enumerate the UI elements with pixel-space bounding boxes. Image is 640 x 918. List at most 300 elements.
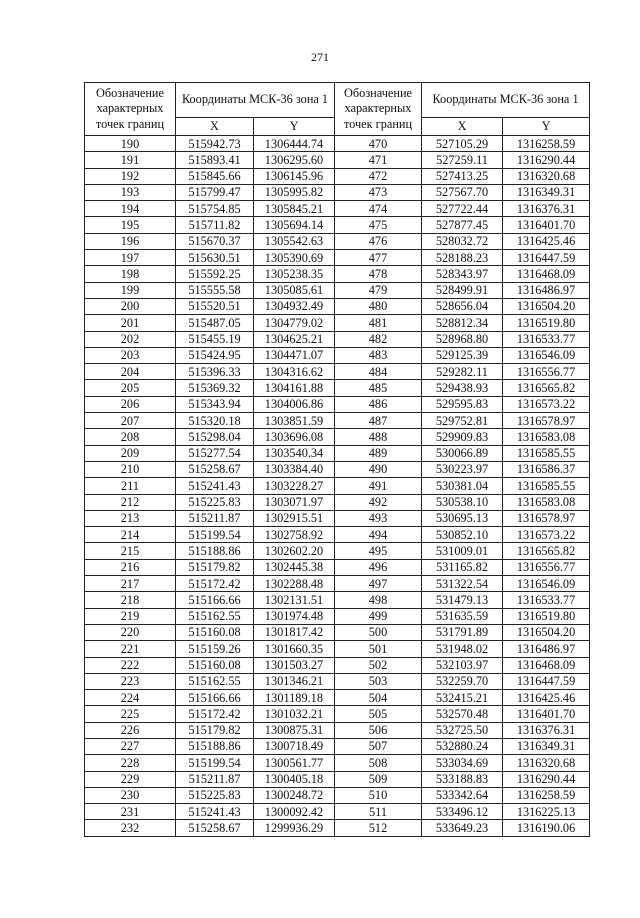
cell-x-left: 515298.04 [176, 429, 254, 445]
cell-y-right: 1316533.77 [503, 331, 590, 347]
cell-x-right: 527567.70 [422, 184, 503, 200]
cell-y-left: 1299936.29 [254, 820, 335, 836]
cell-y-left: 1300561.77 [254, 755, 335, 771]
cell-y-right: 1316565.82 [503, 543, 590, 559]
cell-x-left: 515241.43 [176, 478, 254, 494]
cell-y-right: 1316468.09 [503, 657, 590, 673]
cell-y-left: 1302445.38 [254, 559, 335, 575]
cell-y-right: 1316578.97 [503, 510, 590, 526]
cell-y-right: 1316585.55 [503, 478, 590, 494]
header-designation-right: Обозначение характерных точек границ [335, 83, 422, 136]
cell-point-right: 494 [335, 527, 422, 543]
table-row [85, 331, 590, 347]
cell-y-left: 1301032.21 [254, 706, 335, 722]
cell-point-left: 222 [85, 657, 176, 673]
cell-x-left: 515162.55 [176, 673, 254, 689]
cell-point-left: 207 [85, 413, 176, 429]
cell-y-left: 1304625.21 [254, 331, 335, 347]
cell-x-left: 515369.32 [176, 380, 254, 396]
cell-x-left: 515630.51 [176, 250, 254, 266]
cell-point-right: 490 [335, 461, 422, 477]
cell-point-right: 488 [335, 429, 422, 445]
cell-y-left: 1301660.35 [254, 641, 335, 657]
cell-x-left: 515162.55 [176, 608, 254, 624]
cell-y-left: 1302131.51 [254, 592, 335, 608]
cell-y-left: 1303540.34 [254, 445, 335, 461]
cell-y-right: 1316190.06 [503, 820, 590, 836]
coordinates-table [84, 82, 590, 837]
cell-y-left: 1301346.21 [254, 673, 335, 689]
table-row [85, 543, 590, 559]
table-row [85, 755, 590, 771]
cell-y-left: 1305694.14 [254, 217, 335, 233]
table-row [85, 250, 590, 266]
cell-x-right: 527877.45 [422, 217, 503, 233]
cell-y-right: 1316425.46 [503, 690, 590, 706]
cell-x-left: 515166.66 [176, 690, 254, 706]
cell-y-left: 1303696.08 [254, 429, 335, 445]
cell-y-left: 1306295.60 [254, 152, 335, 168]
cell-point-right: 495 [335, 543, 422, 559]
table-row [85, 315, 590, 331]
table-row [85, 673, 590, 689]
cell-point-left: 225 [85, 706, 176, 722]
cell-point-left: 212 [85, 494, 176, 510]
cell-point-right: 491 [335, 478, 422, 494]
cell-point-right: 501 [335, 641, 422, 657]
cell-point-left: 193 [85, 184, 176, 200]
cell-x-right: 527259.11 [422, 152, 503, 168]
cell-y-left: 1300248.72 [254, 787, 335, 803]
cell-x-left: 515555.58 [176, 282, 254, 298]
table-row [85, 804, 590, 820]
table-row [85, 576, 590, 592]
cell-y-left: 1302915.51 [254, 510, 335, 526]
cell-point-left: 231 [85, 804, 176, 820]
cell-y-left: 1301974.48 [254, 608, 335, 624]
table-row [85, 787, 590, 803]
cell-x-right: 530381.04 [422, 478, 503, 494]
cell-x-right: 533034.69 [422, 755, 503, 771]
table-row [85, 380, 590, 396]
cell-x-right: 528499.91 [422, 282, 503, 298]
cell-x-right: 532415.21 [422, 690, 503, 706]
cell-point-right: 476 [335, 233, 422, 249]
cell-point-right: 485 [335, 380, 422, 396]
cell-point-right: 487 [335, 413, 422, 429]
table-row [85, 184, 590, 200]
cell-point-left: 217 [85, 576, 176, 592]
cell-x-left: 515343.94 [176, 396, 254, 412]
cell-x-left: 515179.82 [176, 722, 254, 738]
cell-point-left: 214 [85, 527, 176, 543]
cell-y-left: 1300092.42 [254, 804, 335, 820]
cell-point-right: 486 [335, 396, 422, 412]
cell-point-left: 199 [85, 282, 176, 298]
table-row [85, 706, 590, 722]
table-row [85, 738, 590, 754]
cell-point-right: 471 [335, 152, 422, 168]
cell-x-left: 515845.66 [176, 168, 254, 184]
cell-point-right: 510 [335, 787, 422, 803]
table-row [85, 201, 590, 217]
table-row [85, 494, 590, 510]
cell-point-right: 500 [335, 624, 422, 640]
cell-point-right: 475 [335, 217, 422, 233]
table-row [85, 608, 590, 624]
cell-point-left: 191 [85, 152, 176, 168]
cell-y-left: 1304932.49 [254, 298, 335, 314]
cell-x-right: 532880.24 [422, 738, 503, 754]
cell-point-right: 481 [335, 315, 422, 331]
cell-point-right: 506 [335, 722, 422, 738]
cell-x-right: 528812.34 [422, 315, 503, 331]
cell-y-right: 1316376.31 [503, 722, 590, 738]
cell-y-right: 1316504.20 [503, 298, 590, 314]
cell-point-right: 493 [335, 510, 422, 526]
cell-x-left: 515199.54 [176, 527, 254, 543]
cell-y-right: 1316401.70 [503, 706, 590, 722]
cell-y-right: 1316565.82 [503, 380, 590, 396]
cell-point-right: 474 [335, 201, 422, 217]
header-designation-left: Обозначение характерных точек границ [85, 83, 176, 136]
cell-y-right: 1316258.59 [503, 136, 590, 152]
cell-y-right: 1316468.09 [503, 266, 590, 282]
cell-x-right: 528656.04 [422, 298, 503, 314]
cell-point-left: 205 [85, 380, 176, 396]
cell-x-right: 531791.89 [422, 624, 503, 640]
cell-point-right: 478 [335, 266, 422, 282]
cell-x-left: 515455.19 [176, 331, 254, 347]
cell-x-left: 515520.51 [176, 298, 254, 314]
cell-x-right: 529909.83 [422, 429, 503, 445]
cell-point-right: 497 [335, 576, 422, 592]
cell-x-right: 530538.10 [422, 494, 503, 510]
cell-point-right: 511 [335, 804, 422, 820]
cell-y-right: 1316349.31 [503, 738, 590, 754]
cell-x-right: 528343.97 [422, 266, 503, 282]
cell-x-right: 532103.97 [422, 657, 503, 673]
header-x-left: X [176, 118, 254, 136]
cell-point-left: 209 [85, 445, 176, 461]
cell-point-left: 223 [85, 673, 176, 689]
cell-y-left: 1305542.63 [254, 233, 335, 249]
cell-point-right: 505 [335, 706, 422, 722]
cell-y-left: 1305085.61 [254, 282, 335, 298]
cell-point-right: 508 [335, 755, 422, 771]
cell-y-right: 1316504.20 [503, 624, 590, 640]
cell-point-left: 194 [85, 201, 176, 217]
table-row [85, 282, 590, 298]
cell-point-right: 504 [335, 690, 422, 706]
cell-y-left: 1302288.48 [254, 576, 335, 592]
cell-y-left: 1300405.18 [254, 771, 335, 787]
cell-point-left: 220 [85, 624, 176, 640]
cell-point-right: 512 [335, 820, 422, 836]
cell-point-left: 190 [85, 136, 176, 152]
cell-point-left: 203 [85, 347, 176, 363]
table-row [85, 152, 590, 168]
cell-point-right: 480 [335, 298, 422, 314]
cell-y-left: 1304161.88 [254, 380, 335, 396]
cell-x-left: 515172.42 [176, 706, 254, 722]
cell-x-left: 515396.33 [176, 364, 254, 380]
cell-x-left: 515211.87 [176, 510, 254, 526]
table-row [85, 592, 590, 608]
cell-point-left: 206 [85, 396, 176, 412]
table-row [85, 413, 590, 429]
cell-point-left: 215 [85, 543, 176, 559]
cell-y-right: 1316573.22 [503, 527, 590, 543]
cell-y-left: 1305390.69 [254, 250, 335, 266]
table-row [85, 722, 590, 738]
cell-point-left: 195 [85, 217, 176, 233]
cell-y-right: 1316349.31 [503, 184, 590, 200]
table-row [85, 820, 590, 836]
cell-point-right: 477 [335, 250, 422, 266]
cell-y-left: 1301817.42 [254, 624, 335, 640]
cell-point-left: 219 [85, 608, 176, 624]
cell-point-right: 473 [335, 184, 422, 200]
cell-y-left: 1305995.82 [254, 184, 335, 200]
cell-point-right: 499 [335, 608, 422, 624]
cell-x-right: 531322.54 [422, 576, 503, 592]
cell-x-left: 515211.87 [176, 771, 254, 787]
table-row [85, 510, 590, 526]
cell-x-right: 531948.02 [422, 641, 503, 657]
cell-point-left: 232 [85, 820, 176, 836]
cell-y-left: 1301503.27 [254, 657, 335, 673]
cell-y-right: 1316320.68 [503, 168, 590, 184]
cell-y-left: 1304779.02 [254, 315, 335, 331]
cell-y-left: 1300875.31 [254, 722, 335, 738]
cell-x-right: 531009.01 [422, 543, 503, 559]
cell-x-left: 515188.86 [176, 738, 254, 754]
cell-x-left: 515799.47 [176, 184, 254, 200]
cell-point-left: 229 [85, 771, 176, 787]
table-row [85, 624, 590, 640]
cell-x-right: 533496.12 [422, 804, 503, 820]
cell-point-right: 509 [335, 771, 422, 787]
header-y-left: Y [254, 118, 335, 136]
table-row [85, 347, 590, 363]
cell-point-right: 502 [335, 657, 422, 673]
table-row [85, 445, 590, 461]
cell-x-left: 515241.43 [176, 804, 254, 820]
cell-point-left: 228 [85, 755, 176, 771]
cell-y-right: 1316585.55 [503, 445, 590, 461]
cell-point-right: 470 [335, 136, 422, 152]
cell-point-left: 197 [85, 250, 176, 266]
cell-y-left: 1301189.18 [254, 690, 335, 706]
cell-y-right: 1316225.13 [503, 804, 590, 820]
cell-x-left: 515670.37 [176, 233, 254, 249]
cell-y-right: 1316546.09 [503, 576, 590, 592]
cell-y-right: 1316546.09 [503, 347, 590, 363]
cell-y-left: 1303228.27 [254, 478, 335, 494]
cell-x-right: 529282.11 [422, 364, 503, 380]
header-x-right: X [422, 118, 503, 136]
cell-y-left: 1305845.21 [254, 201, 335, 217]
cell-x-left: 515277.54 [176, 445, 254, 461]
cell-x-right: 529438.93 [422, 380, 503, 396]
cell-x-right: 533188.83 [422, 771, 503, 787]
cell-y-right: 1316586.37 [503, 461, 590, 477]
cell-x-left: 515424.95 [176, 347, 254, 363]
cell-y-right: 1316376.31 [503, 201, 590, 217]
cell-point-left: 204 [85, 364, 176, 380]
table-row [85, 478, 590, 494]
cell-y-right: 1316519.80 [503, 608, 590, 624]
cell-y-right: 1316578.97 [503, 413, 590, 429]
cell-x-left: 515160.08 [176, 624, 254, 640]
cell-x-right: 530695.13 [422, 510, 503, 526]
cell-x-left: 515893.41 [176, 152, 254, 168]
cell-point-right: 482 [335, 331, 422, 347]
cell-y-right: 1316447.59 [503, 250, 590, 266]
cell-point-right: 472 [335, 168, 422, 184]
cell-x-right: 530852.10 [422, 527, 503, 543]
cell-y-right: 1316425.46 [503, 233, 590, 249]
cell-point-left: 218 [85, 592, 176, 608]
cell-x-right: 532725.50 [422, 722, 503, 738]
cell-x-right: 528032.72 [422, 233, 503, 249]
cell-point-right: 498 [335, 592, 422, 608]
cell-x-left: 515258.67 [176, 461, 254, 477]
cell-point-right: 479 [335, 282, 422, 298]
cell-y-right: 1316556.77 [503, 559, 590, 575]
cell-y-right: 1316573.22 [503, 396, 590, 412]
cell-x-left: 515754.85 [176, 201, 254, 217]
header-coords-left: Координаты МСК-36 зона 1 [176, 83, 335, 118]
cell-point-left: 210 [85, 461, 176, 477]
table-body [85, 136, 590, 837]
table-row [85, 559, 590, 575]
table-row [85, 298, 590, 314]
cell-x-left: 515258.67 [176, 820, 254, 836]
cell-point-left: 213 [85, 510, 176, 526]
cell-x-left: 515172.42 [176, 576, 254, 592]
cell-point-right: 503 [335, 673, 422, 689]
cell-x-left: 515159.26 [176, 641, 254, 657]
cell-x-right: 530223.97 [422, 461, 503, 477]
cell-y-left: 1302602.20 [254, 543, 335, 559]
cell-y-right: 1316290.44 [503, 771, 590, 787]
cell-x-right: 532259.70 [422, 673, 503, 689]
table-row [85, 527, 590, 543]
table-row [85, 364, 590, 380]
cell-y-right: 1316447.59 [503, 673, 590, 689]
cell-x-right: 529125.39 [422, 347, 503, 363]
cell-point-left: 202 [85, 331, 176, 347]
table-row [85, 217, 590, 233]
cell-point-left: 226 [85, 722, 176, 738]
table-row [85, 657, 590, 673]
table-row [85, 641, 590, 657]
cell-y-left: 1306444.74 [254, 136, 335, 152]
cell-y-left: 1304471.07 [254, 347, 335, 363]
cell-point-left: 227 [85, 738, 176, 754]
cell-point-right: 483 [335, 347, 422, 363]
cell-point-left: 192 [85, 168, 176, 184]
cell-x-left: 515942.73 [176, 136, 254, 152]
cell-x-right: 531479.13 [422, 592, 503, 608]
cell-y-right: 1316556.77 [503, 364, 590, 380]
table-row [85, 771, 590, 787]
cell-point-left: 208 [85, 429, 176, 445]
cell-y-left: 1305238.35 [254, 266, 335, 282]
cell-y-right: 1316290.44 [503, 152, 590, 168]
cell-point-left: 200 [85, 298, 176, 314]
table-row [85, 396, 590, 412]
cell-point-right: 489 [335, 445, 422, 461]
cell-x-right: 527105.29 [422, 136, 503, 152]
table-row [85, 266, 590, 282]
cell-y-right: 1316486.97 [503, 641, 590, 657]
table-row [85, 233, 590, 249]
table-row [85, 168, 590, 184]
cell-y-left: 1306145.96 [254, 168, 335, 184]
cell-y-left: 1303384.40 [254, 461, 335, 477]
cell-x-right: 529595.83 [422, 396, 503, 412]
cell-y-left: 1302758.92 [254, 527, 335, 543]
table-row [85, 461, 590, 477]
cell-x-left: 515487.05 [176, 315, 254, 331]
cell-y-right: 1316486.97 [503, 282, 590, 298]
cell-x-left: 515160.08 [176, 657, 254, 673]
cell-y-right: 1316583.08 [503, 429, 590, 445]
cell-point-right: 496 [335, 559, 422, 575]
cell-x-right: 533342.64 [422, 787, 503, 803]
cell-x-right: 531635.59 [422, 608, 503, 624]
cell-x-right: 528968.80 [422, 331, 503, 347]
cell-x-right: 530066.89 [422, 445, 503, 461]
cell-y-left: 1304006.86 [254, 396, 335, 412]
cell-point-right: 492 [335, 494, 422, 510]
cell-x-right: 531165.82 [422, 559, 503, 575]
table-row [85, 136, 590, 152]
cell-x-left: 515179.82 [176, 559, 254, 575]
cell-y-left: 1303071.97 [254, 494, 335, 510]
cell-x-left: 515225.83 [176, 787, 254, 803]
cell-x-left: 515199.54 [176, 755, 254, 771]
cell-y-right: 1316258.59 [503, 787, 590, 803]
cell-y-left: 1303851.59 [254, 413, 335, 429]
cell-x-left: 515188.86 [176, 543, 254, 559]
cell-x-right: 527722.44 [422, 201, 503, 217]
cell-point-left: 201 [85, 315, 176, 331]
cell-x-right: 533649.23 [422, 820, 503, 836]
cell-y-right: 1316401.70 [503, 217, 590, 233]
cell-x-right: 528188.23 [422, 250, 503, 266]
cell-y-left: 1304316.62 [254, 364, 335, 380]
cell-x-right: 527413.25 [422, 168, 503, 184]
cell-point-left: 216 [85, 559, 176, 575]
cell-point-left: 211 [85, 478, 176, 494]
cell-y-right: 1316583.08 [503, 494, 590, 510]
cell-point-left: 224 [85, 690, 176, 706]
cell-y-right: 1316320.68 [503, 755, 590, 771]
cell-point-right: 507 [335, 738, 422, 754]
cell-point-left: 230 [85, 787, 176, 803]
cell-point-left: 196 [85, 233, 176, 249]
cell-x-right: 532570.48 [422, 706, 503, 722]
header-coords-right: Координаты МСК-36 зона 1 [422, 83, 590, 118]
header-y-right: Y [503, 118, 590, 136]
cell-x-left: 515166.66 [176, 592, 254, 608]
cell-x-right: 529752.81 [422, 413, 503, 429]
cell-y-right: 1316533.77 [503, 592, 590, 608]
